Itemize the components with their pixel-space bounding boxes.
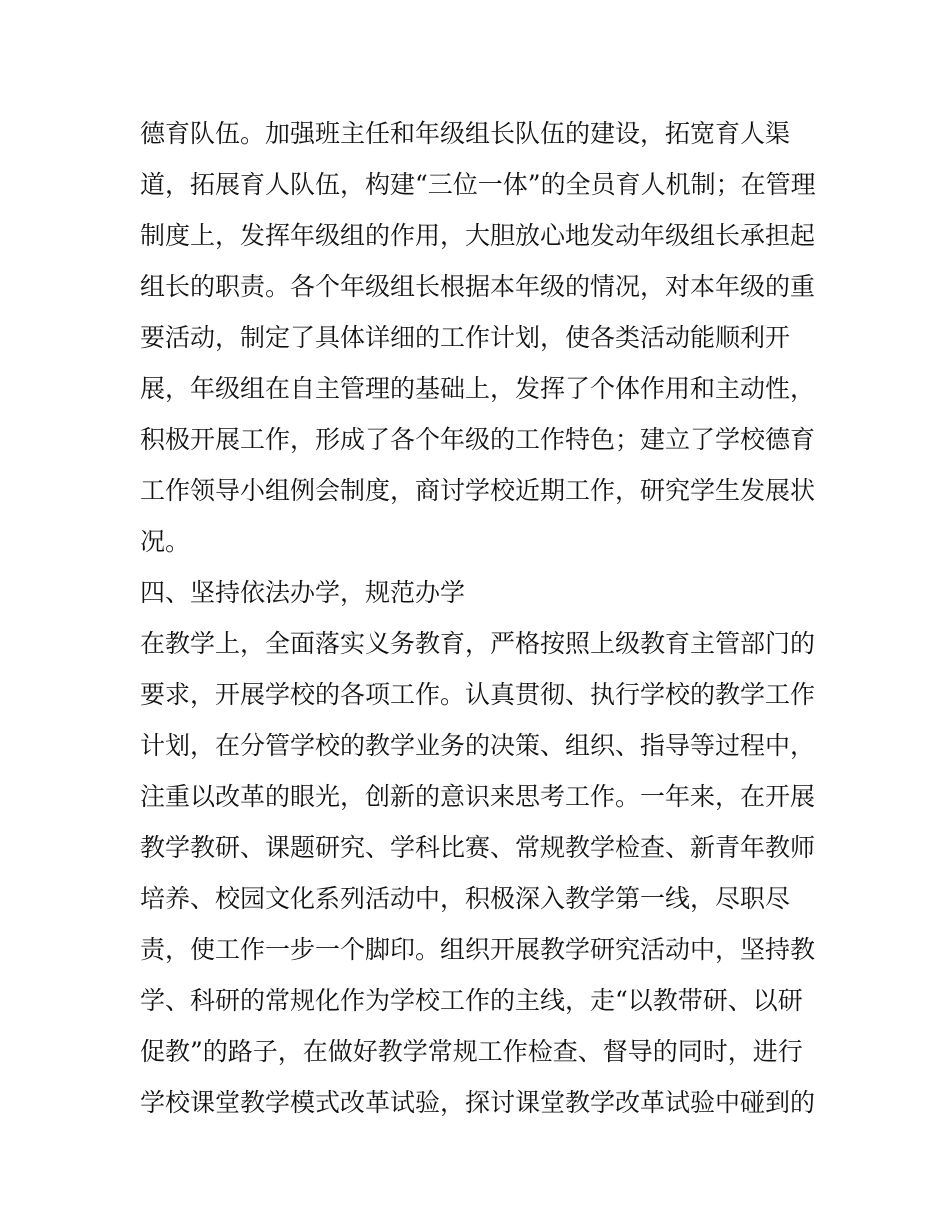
text-line: 培养、校园文化系列活动中，积极深入教学第一线，尽职尽 xyxy=(140,884,791,913)
section-heading: 四、坚持依法办学，规范办学 xyxy=(140,578,466,607)
text-line: 促教”的路子，在做好教学常规工作检查、督导的同时，进行 xyxy=(140,1037,803,1066)
text-line: 展，年级组在自主管理的基础上，发挥了个体作用和主动性， xyxy=(140,374,816,403)
text-line: 积极开展工作，形成了各个年级的工作特色；建立了学校德育 xyxy=(140,425,816,454)
text-line: 学校课堂教学模式改革试验，探讨课堂教学改革试验中碰到的 xyxy=(140,1088,816,1117)
text-line: 组长的职责。各个年级组长根据本年级的情况，对本年级的重 xyxy=(140,272,816,301)
text-line: 制度上，发挥年级组的作用，大胆放心地发动年级组长承担起 xyxy=(140,221,816,250)
text-line: 责，使工作一步一个脚印。组织开展教学研究活动中，坚持教 xyxy=(140,935,816,964)
text-line: 工作领导小组例会制度，商讨学校近期工作，研究学生发展状 xyxy=(140,476,816,505)
text-line: 要求，开展学校的各项工作。认真贯彻、执行学校的教学工作 xyxy=(140,680,816,709)
text-line: 学、科研的常规化作为学校工作的主线，走“以教带研、以研 xyxy=(140,986,803,1015)
text-line: 况。 xyxy=(140,527,191,556)
text-line: 计划，在分管学校的教学业务的决策、组织、指导等过程中， xyxy=(140,731,816,760)
text-line: 要活动，制定了具体详细的工作计划，使各类活动能顺利开 xyxy=(140,323,791,352)
body-text xyxy=(140,108,820,1128)
text-line: 道，拓展育人队伍，构建“三位一体”的全员育人机制；在管理 xyxy=(140,170,816,199)
text-line: 教学教研、课题研究、学科比赛、常规教学检查、新青年教师 xyxy=(140,833,816,862)
text-line: 注重以改革的眼光，创新的意识来思考工作。一年来，在开展 xyxy=(140,782,816,811)
text-line: 德育队伍。加强班主任和年级组长队伍的建设，拓宽育人渠 xyxy=(140,119,791,148)
text-line: 在教学上，全面落实义务教育，严格按照上级教育主管部门的 xyxy=(140,629,816,658)
